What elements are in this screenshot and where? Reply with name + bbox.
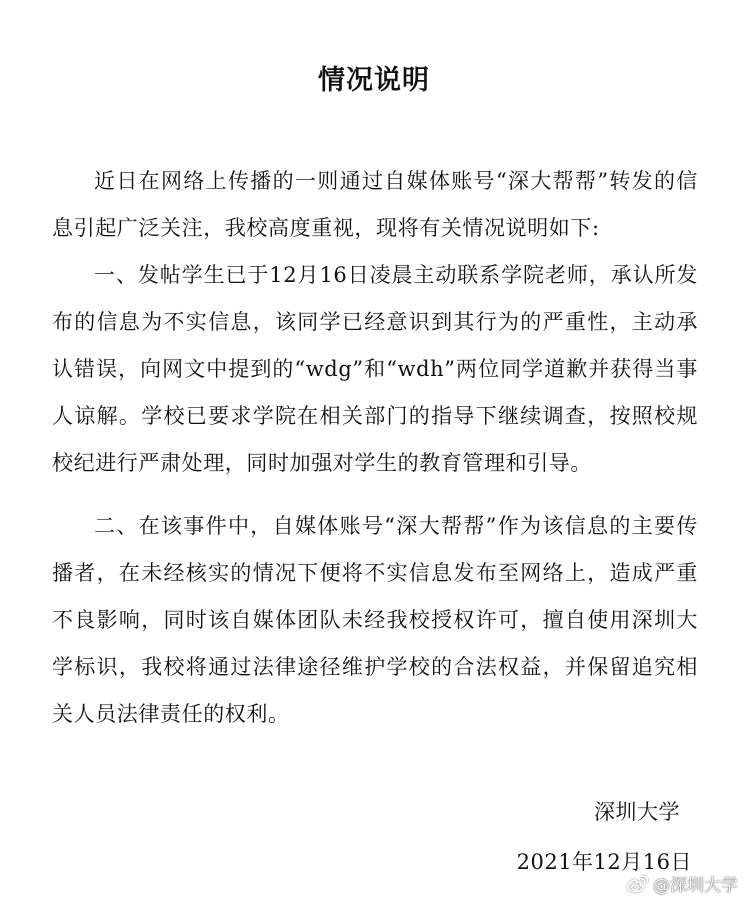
paragraph-text: 一、发帖学生已于12月16日凌晨主动联系学院老师，承认所发布的信息为不实信息，该同学已经意识到其行为的严重性，主动承认错误，向网文中提到的“wdg”和“wdh”两位同学道歉并获得当事人谅解。学校已要求学院在相关部门的指导下继续调查，按照校规校纪进行严肃处理，同时加强对学生的教育管理和引导。 bbox=[52, 263, 698, 475]
weibo-icon bbox=[626, 875, 648, 893]
document-title: 情况说明 bbox=[318, 65, 430, 96]
paragraph-point-two bbox=[52, 503, 698, 738]
watermark-text: @深圳大学 bbox=[653, 876, 738, 896]
paragraph-text: 二、在该事件中，自媒体账号“深大帮帮”作为该信息的主要传播者，在未经核实的情况下便将不实信息发布至网络上，造成严重不良影响，同时该自媒体团队未经我校授权许可，擅自使用深圳大学标识，我校将通过法律途径维护学校的合法权益，并保留追究相关人员法律责任的权利。 bbox=[52, 514, 698, 726]
paragraph-text: 近日在网络上传播的一则通过自媒体账号“深大帮帮”转发的信息引起广泛关注，我校高度重视，现将有关情况说明如下: bbox=[52, 169, 698, 240]
paragraph-point-one bbox=[52, 252, 698, 487]
date: 2021年12月16日 bbox=[516, 850, 692, 874]
signature: 深圳大学 bbox=[594, 800, 680, 824]
paragraph-intro bbox=[52, 158, 698, 252]
weibo-watermark bbox=[626, 871, 738, 896]
